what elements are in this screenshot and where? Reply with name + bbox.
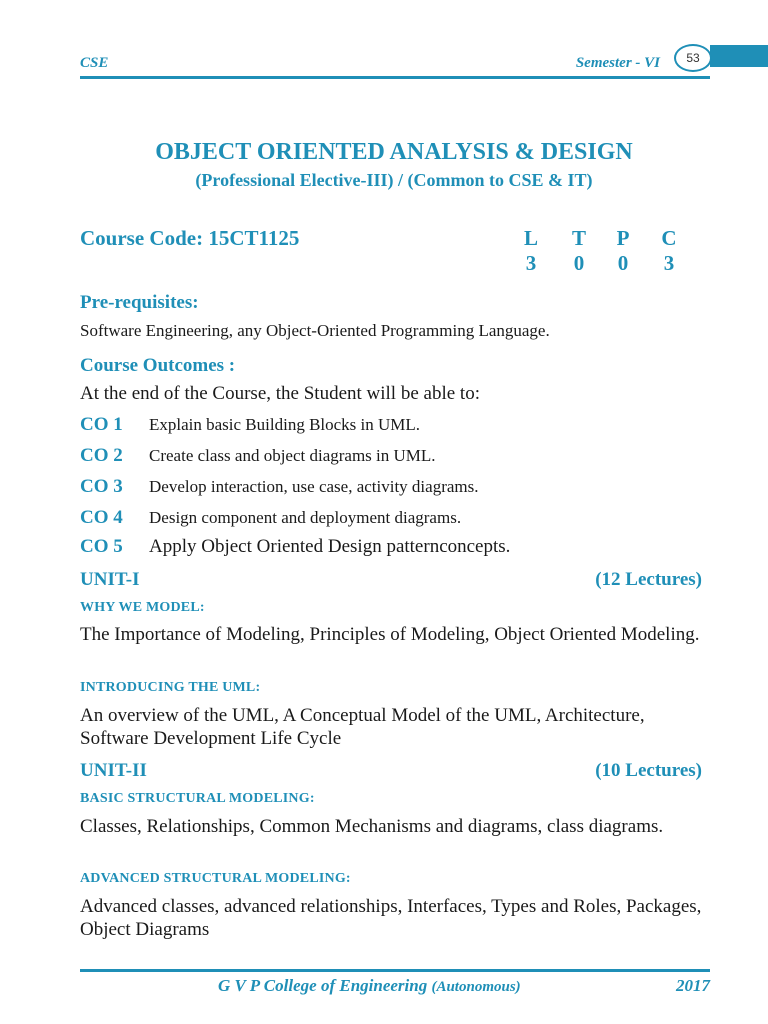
header-semester: Semester - VI (575, 55, 660, 71)
header-divider (80, 76, 710, 79)
header-accent-bar (710, 45, 768, 67)
page-title: OBJECT ORIENTED ANALYSIS & DESIGN (155, 139, 633, 165)
unit-section-heading: BASIC STRUCTURAL MODELING: (80, 791, 315, 806)
co-label: CO 2 (80, 445, 123, 466)
course-code: Course Code: 15CT1125 (80, 226, 300, 250)
co-label: CO 1 (80, 414, 123, 435)
course-outcome-item (80, 507, 461, 529)
course-outcomes-intro: At the end of the Course, the Student will be able to: (80, 383, 480, 404)
course-outcome-item (80, 536, 510, 558)
unit-lectures: (12 Lectures) (595, 569, 702, 590)
unit-title: UNIT-II (80, 760, 147, 781)
ltpc-header-l: L (523, 226, 538, 250)
course-outcome-item (80, 414, 420, 436)
unit-title: UNIT-I (80, 569, 140, 590)
course-outcomes-heading: Course Outcomes : (80, 355, 236, 376)
ltpc-header-c: C (661, 226, 677, 250)
footer-college (218, 976, 521, 996)
footer-autonomous: (Autonomous) (431, 979, 521, 995)
co-text: Apply Object Oriented Design patternconcepts. (149, 536, 511, 557)
unit-lectures: (10 Lectures) (595, 760, 702, 781)
unit-section-text: The Importance of Modeling, Principles of Modeling, Object Oriented Modeling. (80, 624, 700, 645)
ltpc-header-t: T (571, 226, 586, 250)
ltpc-value-p: 0 (617, 251, 629, 275)
ltpc-value-t: 0 (573, 251, 585, 275)
prerequisites-heading: Pre-requisites: (80, 292, 199, 313)
ltpc-value-c: 3 (663, 251, 675, 275)
unit-section-heading: WHY WE MODEL: (80, 600, 205, 615)
co-text: Create class and object diagrams in UML. (149, 446, 436, 465)
course-outcome-item (80, 445, 436, 467)
ltpc-header-p: P (616, 226, 630, 250)
co-label: CO 3 (80, 476, 123, 497)
footer-college-name: G V P College of Engineering (218, 976, 428, 995)
unit-section-text: An overview of the UML, A Conceptual Model of the UML, Architecture, Software Development Life Cycle (80, 705, 645, 749)
unit-section-text: Advanced classes, advanced relationships, Interfaces, Types and Roles, Packages, Object Diagrams (80, 896, 702, 940)
unit-section-heading: ADVANCED STRUCTURAL MODELING: (80, 871, 351, 886)
page-number-badge: 53 (674, 44, 712, 72)
co-label: CO 4 (80, 507, 123, 528)
prerequisites-text: Software Engineering, any Object-Oriented Programming Language. (80, 321, 550, 340)
ltpc-value-l: 3 (525, 251, 537, 275)
unit-section-text: Classes, Relationships, Common Mechanisms and diagrams, class diagrams. (80, 816, 664, 837)
unit-section-heading: INTRODUCING THE UML: (80, 680, 261, 695)
header-department: CSE (80, 55, 109, 71)
course-outcome-item (80, 476, 479, 498)
page-subtitle: (Professional Elective-III) / (Common to CSE & IT) (195, 170, 593, 190)
footer-divider (80, 969, 710, 972)
co-label: CO 5 (80, 536, 123, 557)
footer-year: 2017 (676, 976, 710, 995)
co-text: Develop interaction, use case, activity diagrams. (149, 477, 479, 496)
co-text: Explain basic Building Blocks in UML. (149, 415, 421, 434)
co-text: Design component and deployment diagrams. (149, 508, 462, 527)
